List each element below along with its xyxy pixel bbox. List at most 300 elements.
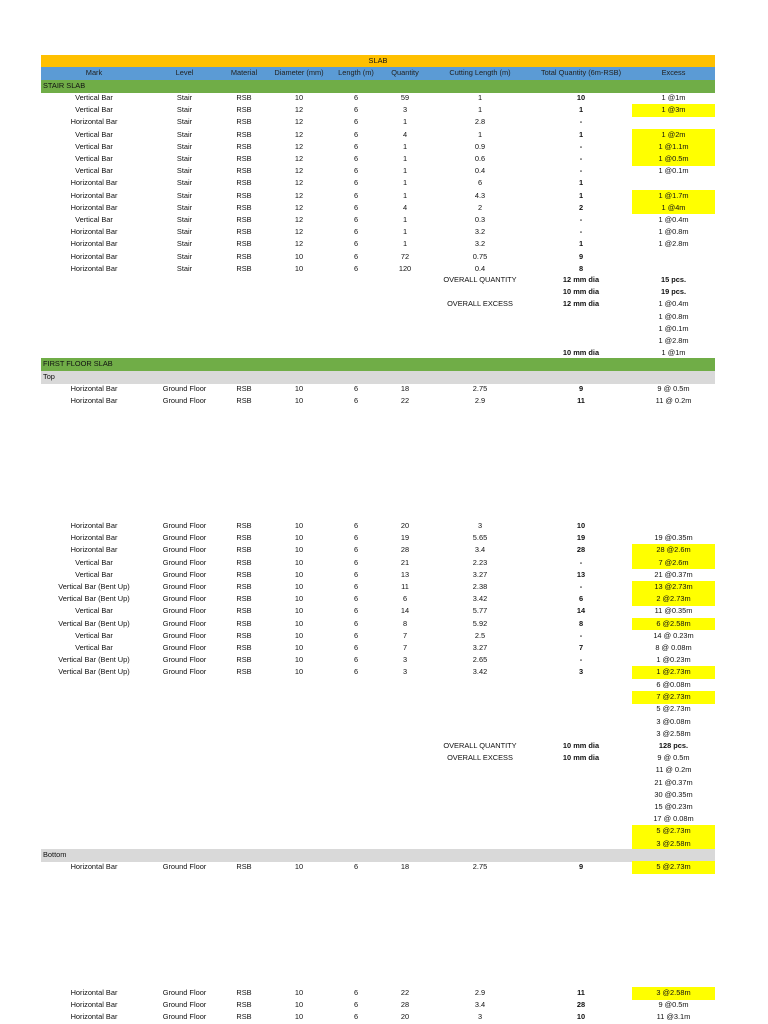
table-row: [41, 569, 715, 582]
summary-label: [430, 777, 530, 790]
cell-diameter: 10: [294, 93, 304, 102]
cell-excess: 1 @1m: [661, 93, 686, 102]
col-header-diameter: Diameter (mm): [274, 68, 324, 77]
cell-cutting-length: 0.4: [474, 166, 486, 176]
cell-length: 6: [353, 618, 359, 628]
table-row: [41, 532, 715, 545]
cell-mark: Vertical Bar: [75, 154, 113, 163]
cell-excess: 1 @1.7m: [632, 190, 715, 203]
table-row: [41, 618, 715, 631]
cell-cutting-length: 6: [477, 178, 483, 188]
cell-length: 6: [353, 655, 359, 665]
cell-material: RSB: [236, 1012, 252, 1022]
cell-diameter: 10: [294, 396, 304, 406]
cell-material: RSB: [236, 154, 252, 163]
cell-level: Ground Floor: [162, 384, 207, 393]
cell-level: Stair: [176, 178, 193, 188]
cell-level: Stair: [176, 154, 193, 163]
cell-diameter: 10: [294, 521, 304, 530]
cell-quantity: 21: [400, 557, 410, 567]
cell-excess: 21 @0.37m: [654, 569, 693, 579]
cell-mark: Vertical Bar: [75, 141, 113, 151]
summary-value: 1 @0.4m: [658, 299, 689, 309]
cell-length: 6: [353, 129, 359, 139]
cell-length: 6: [353, 141, 359, 151]
cell-length: 6: [353, 643, 359, 652]
summary-label: OVERALL QUANTITY: [443, 275, 517, 284]
cell-cutting-length: 0.9: [474, 141, 486, 151]
subsection-label: Top: [43, 372, 55, 381]
summary-value: 17 @ 0.08m: [653, 814, 694, 824]
summary-diameter: [530, 801, 632, 814]
summary-value: 21 @0.37m: [654, 777, 693, 787]
summary-row: [41, 286, 715, 299]
cell-material: RSB: [236, 251, 252, 261]
cell-material: RSB: [236, 655, 252, 665]
cell-diameter: 10: [294, 630, 304, 640]
cell-length: 6: [353, 606, 359, 616]
cell-mark: Vertical Bar: [75, 166, 113, 176]
cell-level: Stair: [176, 190, 193, 200]
cell-length: 6: [353, 594, 359, 604]
cell-total-quantity: -: [579, 655, 583, 665]
summary-value: 7 @2.73m: [632, 691, 715, 704]
cell-excess: 6 @2.58m: [632, 618, 715, 631]
cell-total-quantity: 10: [576, 93, 586, 102]
cell-total-quantity: 11: [577, 988, 585, 997]
cell-quantity: 1: [402, 227, 408, 237]
section-first-floor-slab: [41, 358, 715, 371]
summary-row: [41, 716, 715, 729]
cell-level: Ground Floor: [162, 606, 207, 616]
summary-diameter: [530, 825, 632, 838]
cell-diameter: 10: [294, 655, 304, 665]
cell-length: 6: [353, 569, 359, 579]
summary-row: [41, 740, 715, 753]
cell-diameter: 10: [294, 569, 304, 579]
subsection-label: Bottom: [43, 850, 67, 859]
cell-total-quantity: -: [579, 227, 583, 237]
cell-cutting-length: 5.65: [472, 533, 488, 543]
cell-cutting-length: 3.27: [472, 643, 488, 652]
cell-quantity: 120: [398, 263, 412, 273]
cell-cutting-length: 2.5: [474, 630, 486, 640]
cell-cutting-length: 3.2: [474, 227, 486, 237]
cell-mark: Vertical Bar: [75, 557, 113, 567]
cell-excess: 11 @3.1m: [656, 1012, 691, 1022]
cell-material: RSB: [236, 1000, 252, 1010]
summary-label: [430, 825, 530, 838]
cell-diameter: 12: [294, 154, 304, 163]
cell-quantity: 18: [400, 384, 410, 393]
summary-row: [41, 335, 715, 348]
cell-diameter: 12: [294, 105, 304, 115]
cell-material: RSB: [236, 227, 252, 237]
summary-value: 5 @2.73m: [632, 825, 715, 838]
table-row: [41, 153, 715, 166]
cell-cutting-length: 3.42: [472, 667, 488, 677]
cell-quantity: 6: [402, 594, 408, 604]
table-row: [41, 987, 715, 1000]
cell-material: RSB: [236, 190, 252, 200]
cell-material: RSB: [236, 630, 252, 640]
cell-level: Ground Floor: [162, 521, 207, 530]
cell-length: 6: [353, 545, 359, 555]
col-header-total-quantity: Total Quantity (6m-RSB): [540, 68, 622, 77]
cell-quantity: 7: [402, 630, 408, 640]
cell-mark: Vertical Bar (Bent Up): [58, 618, 130, 628]
summary-diameter: 10 mm dia: [562, 753, 600, 763]
cell-cutting-length: 5.77: [472, 606, 488, 616]
cell-excess: 14 @ 0.23m: [653, 630, 694, 640]
cell-length: 6: [353, 521, 359, 530]
cell-total-quantity: 9: [578, 384, 584, 393]
cell-material: RSB: [236, 105, 252, 115]
cell-material: RSB: [236, 618, 252, 628]
cell-total-quantity: -: [579, 630, 583, 640]
cell-material: RSB: [236, 215, 252, 224]
summary-value: 30 @0.35m: [654, 789, 693, 799]
cell-level: Stair: [176, 117, 193, 127]
summary-label: [430, 286, 530, 299]
cell-diameter: 12: [294, 190, 304, 200]
cell-material: RSB: [236, 93, 252, 102]
summary-label: [430, 813, 530, 826]
cell-diameter: 10: [294, 643, 304, 652]
cell-level: Stair: [176, 215, 193, 224]
table-row: [41, 177, 715, 190]
cell-total-quantity: 28: [576, 1000, 586, 1010]
summary-diameter: [530, 679, 632, 692]
table-row: [41, 104, 715, 117]
summary-value: 19 pcs.: [660, 287, 687, 297]
cell-material: RSB: [236, 594, 252, 604]
cell-length: 6: [353, 263, 359, 273]
summary-value: 3 @2.58m: [632, 838, 715, 851]
cell-material: RSB: [236, 545, 252, 555]
cell-total-quantity: 3: [578, 667, 584, 677]
cell-mark: Horizontal Bar: [70, 178, 118, 188]
summary-row: [41, 801, 715, 814]
cell-quantity: 18: [400, 862, 410, 871]
cell-level: Ground Floor: [162, 630, 207, 640]
cell-quantity: 3: [402, 667, 408, 677]
cell-cutting-length: 3.2: [474, 239, 486, 249]
cell-cutting-length: 0.6: [474, 154, 486, 163]
cell-quantity: 3: [402, 105, 408, 115]
cell-total-quantity: -: [579, 141, 583, 151]
cell-level: Ground Floor: [162, 655, 207, 665]
cell-total-quantity: 9: [578, 862, 584, 871]
table-row: [41, 593, 715, 606]
summary-value: 1 @0.1m: [658, 323, 689, 333]
summary-label: [430, 703, 530, 716]
cell-material: RSB: [236, 117, 252, 127]
cell-length: 6: [353, 178, 359, 188]
cell-level: Stair: [176, 93, 193, 102]
summary-row: [41, 728, 715, 741]
cell-quantity: 20: [400, 521, 410, 530]
summary-value: 1 @1m: [661, 348, 686, 358]
cell-total-quantity: 11: [577, 396, 585, 406]
cell-level: Ground Floor: [162, 533, 207, 543]
cell-material: RSB: [236, 569, 252, 579]
cell-level: Ground Floor: [162, 594, 207, 604]
cell-total-quantity: -: [579, 154, 583, 163]
cell-cutting-length: 3.4: [474, 1000, 486, 1010]
cell-length: 6: [353, 384, 359, 393]
table-row: [41, 544, 715, 557]
summary-diameter: [530, 716, 632, 729]
cell-total-quantity: 9: [578, 251, 584, 261]
cell-quantity: 8: [402, 618, 408, 628]
cell-mark: Horizontal Bar: [70, 239, 118, 249]
cell-length: 6: [353, 93, 359, 102]
cell-length: 6: [353, 1000, 359, 1010]
cell-excess: 1 @2m: [632, 129, 715, 142]
cell-excess: 1 @4m: [632, 202, 715, 215]
cell-total-quantity: 13: [576, 569, 586, 579]
cell-quantity: 4: [402, 202, 408, 212]
table-row: [41, 395, 715, 408]
cell-total-quantity: 14: [576, 606, 586, 616]
cell-material: RSB: [236, 202, 252, 212]
section-stair-slab: [41, 80, 715, 93]
cell-cutting-length: 2.75: [472, 862, 488, 871]
cell-diameter: 10: [294, 988, 304, 997]
table-row: [41, 226, 715, 239]
table-row: [41, 630, 715, 643]
cell-level: Ground Floor: [162, 557, 207, 567]
cell-mark: Horizontal Bar: [70, 1012, 118, 1022]
summary-value: 6 @0.08m: [656, 680, 691, 689]
summary-value: 11 @ 0.2m: [655, 765, 692, 775]
cell-material: RSB: [236, 141, 252, 151]
cell-mark: Horizontal Bar: [70, 251, 118, 261]
cell-excess: 3 @2.58m: [632, 987, 715, 1000]
cell-level: Stair: [176, 239, 193, 249]
summary-value: 15 pcs.: [660, 275, 687, 284]
summary-value: 5 @2.73m: [656, 704, 691, 714]
cell-level: Ground Floor: [162, 988, 207, 997]
summary-diameter: 10 mm dia: [562, 287, 600, 297]
summary-diameter: 12 mm dia: [562, 275, 600, 284]
cell-diameter: 10: [294, 667, 304, 677]
summary-diameter: 10 mm dia: [562, 741, 600, 750]
cell-diameter: 12: [294, 239, 304, 249]
cell-level: Ground Floor: [162, 569, 207, 579]
summary-label: [430, 801, 530, 814]
summary-row: [41, 825, 715, 838]
cell-diameter: 10: [294, 618, 304, 628]
cell-excess: 1 @1.1m: [632, 141, 715, 154]
cell-cutting-length: 0.75: [472, 251, 488, 261]
summary-row: [41, 777, 715, 790]
table-row: [41, 999, 715, 1012]
cell-excess: 1 @0.5m: [632, 153, 715, 166]
cell-length: 6: [353, 215, 359, 224]
cell-excess: 1 @0.8m: [658, 227, 689, 237]
cell-excess: 5 @2.73m: [632, 861, 715, 874]
cell-total-quantity: 1: [578, 239, 584, 249]
cell-level: Ground Floor: [162, 643, 207, 652]
summary-value: 9 @ 0.5m: [657, 753, 690, 763]
cell-mark: Vertical Bar (Bent Up): [58, 655, 130, 665]
cell-diameter: 10: [294, 263, 304, 273]
cell-excess: 1 @0.4m: [658, 215, 689, 224]
cell-excess: [632, 177, 715, 190]
cell-level: Stair: [176, 251, 193, 261]
cell-mark: Vertical Bar: [75, 606, 113, 616]
cell-mark: Horizontal Bar: [70, 190, 118, 200]
summary-value: 15 @0.23m: [654, 802, 693, 811]
summary-diameter: [530, 703, 632, 716]
cell-excess: 1 @2.73m: [632, 666, 715, 679]
summary-label: OVERALL QUANTITY: [443, 741, 517, 750]
cell-level: Stair: [176, 227, 193, 237]
cell-excess: [632, 116, 715, 129]
table-row: [41, 165, 715, 178]
cell-mark: Vertical Bar: [75, 129, 113, 139]
cell-total-quantity: 28: [576, 545, 586, 555]
cell-quantity: 1: [402, 239, 408, 249]
table-row: [41, 202, 715, 215]
table-row: [41, 642, 715, 655]
summary-diameter: [530, 323, 632, 336]
summary-value: 1 @2.8m: [658, 336, 689, 345]
summary-label: OVERALL EXCESS: [447, 753, 513, 763]
cell-excess: 9 @ 0.5m: [657, 384, 690, 393]
summary-diameter: [530, 691, 632, 704]
cell-quantity: 1: [402, 141, 408, 151]
cell-total-quantity: 19: [576, 533, 586, 543]
cell-material: RSB: [236, 396, 252, 406]
cell-excess: 9 @0.5m: [658, 1000, 689, 1010]
cell-excess: 8 @ 0.08m: [655, 643, 692, 652]
cell-cutting-length: 1: [477, 105, 483, 115]
table-row: [41, 238, 715, 251]
cell-cutting-length: 0.3: [474, 215, 486, 224]
cell-quantity: 4: [402, 129, 408, 139]
cell-excess: [632, 251, 715, 264]
summary-row: [41, 703, 715, 716]
table-row: [41, 605, 715, 618]
cell-level: Ground Floor: [162, 1012, 207, 1022]
summary-value: 1 @0.8m: [658, 311, 689, 321]
cell-material: RSB: [236, 862, 252, 871]
cell-diameter: 10: [294, 1012, 304, 1022]
cell-level: Ground Floor: [162, 396, 207, 406]
table-row: [41, 116, 715, 129]
cell-length: 6: [353, 1012, 359, 1022]
summary-value: 128 pcs.: [658, 741, 689, 750]
summary-row: [41, 679, 715, 692]
summary-diameter: [530, 777, 632, 790]
cell-total-quantity: 6: [578, 594, 584, 604]
cell-diameter: 10: [294, 606, 304, 616]
cell-level: Stair: [176, 263, 193, 273]
cell-material: RSB: [236, 582, 252, 591]
cell-excess: 11 @0.35m: [654, 606, 693, 616]
cell-level: Ground Floor: [162, 667, 207, 677]
summary-row: [41, 691, 715, 704]
cell-length: 6: [353, 988, 359, 997]
cell-total-quantity: 8: [578, 263, 584, 273]
cell-length: 6: [353, 557, 359, 567]
table-row: [41, 129, 715, 142]
cell-cutting-length: 2.75: [472, 384, 488, 393]
cell-material: RSB: [236, 384, 252, 393]
cell-material: RSB: [236, 521, 252, 530]
cell-quantity: 72: [400, 251, 410, 261]
cell-material: RSB: [236, 178, 252, 188]
col-header-cutting-length: Cutting Length (m): [449, 68, 511, 77]
cell-excess: 1 @0.1m: [658, 166, 689, 176]
col-header-level: Level: [175, 68, 194, 77]
cell-excess: 7 @2.6m: [632, 557, 715, 570]
cell-level: Stair: [176, 141, 193, 151]
cell-length: 6: [353, 154, 359, 163]
cell-total-quantity: -: [579, 215, 583, 224]
cell-level: Ground Floor: [162, 618, 207, 628]
cell-quantity: 1: [402, 215, 408, 224]
cell-material: RSB: [236, 129, 252, 139]
cell-excess: 1 @3m: [632, 104, 715, 117]
col-header-quantity: Quantity: [391, 68, 419, 77]
summary-diameter: [530, 728, 632, 741]
cell-excess: 2 @2.73m: [632, 593, 715, 606]
cell-length: 6: [353, 117, 359, 127]
cell-length: 6: [353, 582, 359, 591]
summary-diameter: [530, 335, 632, 348]
cell-quantity: 1: [402, 166, 408, 176]
cell-diameter: 10: [294, 594, 304, 604]
summary-diameter: [530, 311, 632, 324]
subsection-top: [41, 371, 715, 384]
cell-mark: Horizontal Bar: [70, 396, 118, 406]
cell-mark: Vertical Bar (Bent Up): [58, 582, 130, 591]
cell-cutting-length: 5.92: [472, 618, 488, 628]
cell-material: RSB: [236, 166, 252, 176]
table-row: [41, 1011, 715, 1024]
cell-total-quantity: -: [579, 166, 583, 176]
cell-total-quantity: 8: [578, 618, 584, 628]
cell-excess: 1 @0.23m: [656, 655, 691, 665]
cell-total-quantity: 1: [578, 178, 584, 188]
cell-total-quantity: -: [579, 117, 583, 127]
cell-cutting-length: 1: [477, 93, 483, 102]
cell-quantity: 11: [401, 582, 409, 591]
table-row: [41, 654, 715, 667]
cell-level: Ground Floor: [162, 545, 207, 555]
cell-length: 6: [353, 862, 359, 871]
cell-quantity: 3: [402, 655, 408, 665]
cell-level: Ground Floor: [162, 1000, 207, 1010]
cell-length: 6: [353, 667, 359, 677]
cell-diameter: 10: [294, 1000, 304, 1010]
cell-cutting-length: 2: [477, 202, 483, 212]
cell-diameter: 12: [294, 117, 304, 127]
cell-quantity: 22: [400, 988, 410, 997]
section-label: FIRST FLOOR SLAB: [43, 359, 113, 368]
cell-diameter: 10: [294, 582, 304, 591]
cell-level: Stair: [176, 166, 193, 176]
cell-total-quantity: 7: [578, 643, 584, 652]
subsection-bottom: [41, 849, 715, 862]
cell-diameter: 12: [294, 202, 304, 212]
cell-material: RSB: [236, 533, 252, 543]
cell-quantity: 22: [400, 396, 410, 406]
